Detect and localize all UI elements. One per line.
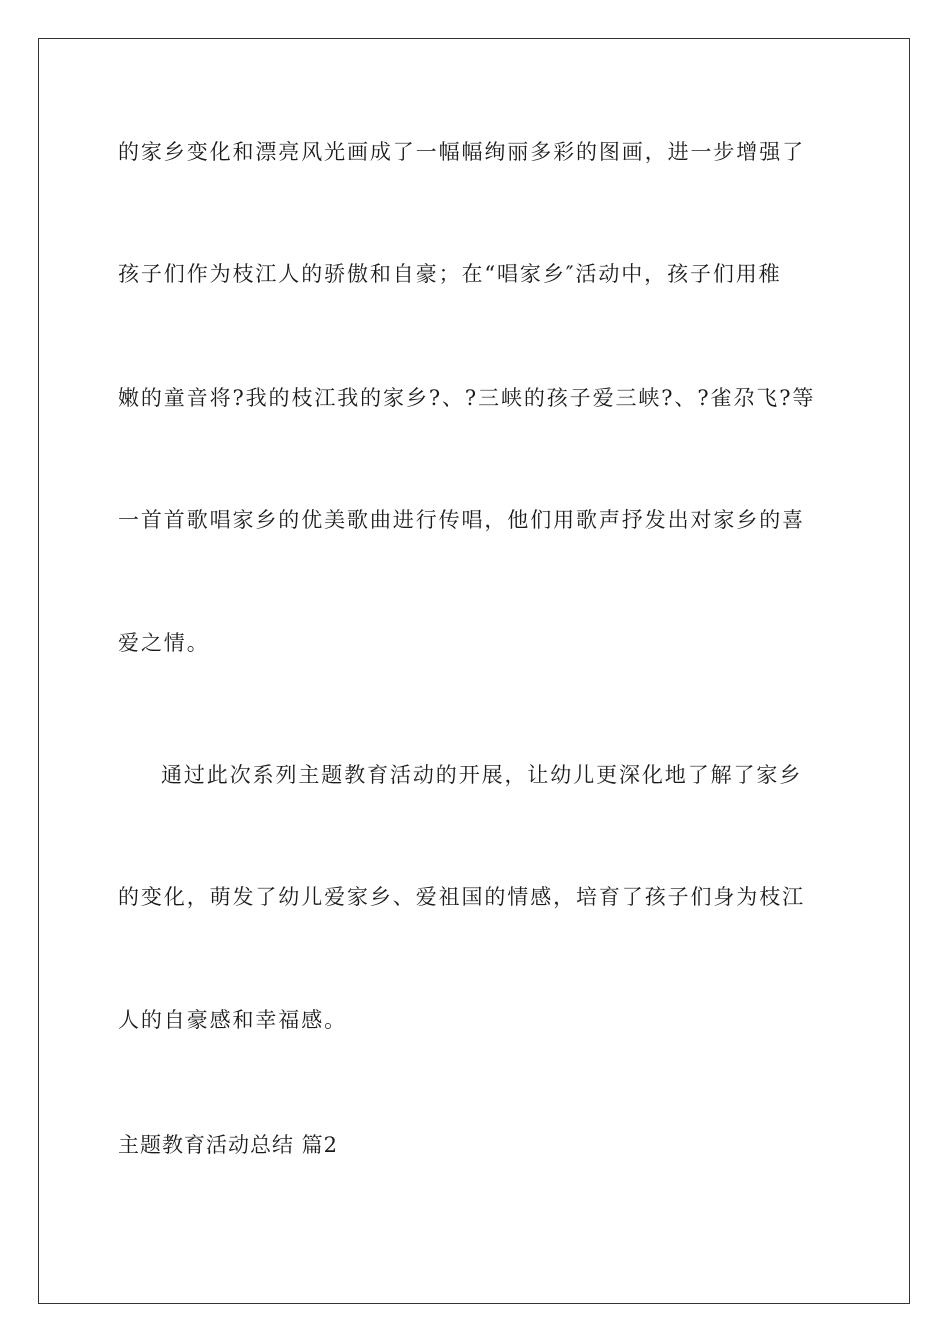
- paragraph-line: 的家乡变化和漂亮风光画成了一幅幅绚丽多彩的图画，进一步增强了: [118, 140, 805, 164]
- paragraph-line: 人的自豪感和幸福感。: [118, 1008, 347, 1032]
- paragraph-line: 嫩的童音将?我的枝江我的家乡?、?三峡的孩子爱三峡?、?雀尕飞?等: [118, 386, 816, 410]
- paragraph-line: 的变化，萌发了幼儿爱家乡、爱祖国的情感，培育了孩子们身为枝江: [118, 885, 805, 909]
- paragraph-line: 爱之情。: [118, 631, 210, 655]
- paragraph-line: 通过此次系列主题教育活动的开展，让幼儿更深化地了解了家乡: [161, 763, 803, 787]
- page-frame: [38, 38, 910, 1304]
- paragraph-line: 孩子们作为枝江人的骄傲和自豪；在“唱家乡″活动中，孩子们用稚: [118, 262, 782, 286]
- paragraph-line: 一首首歌唱家乡的优美歌曲进行传唱，他们用歌声抒发出对家乡的喜: [118, 508, 805, 532]
- section-heading: 主题教育活动总结 篇2: [118, 1133, 339, 1157]
